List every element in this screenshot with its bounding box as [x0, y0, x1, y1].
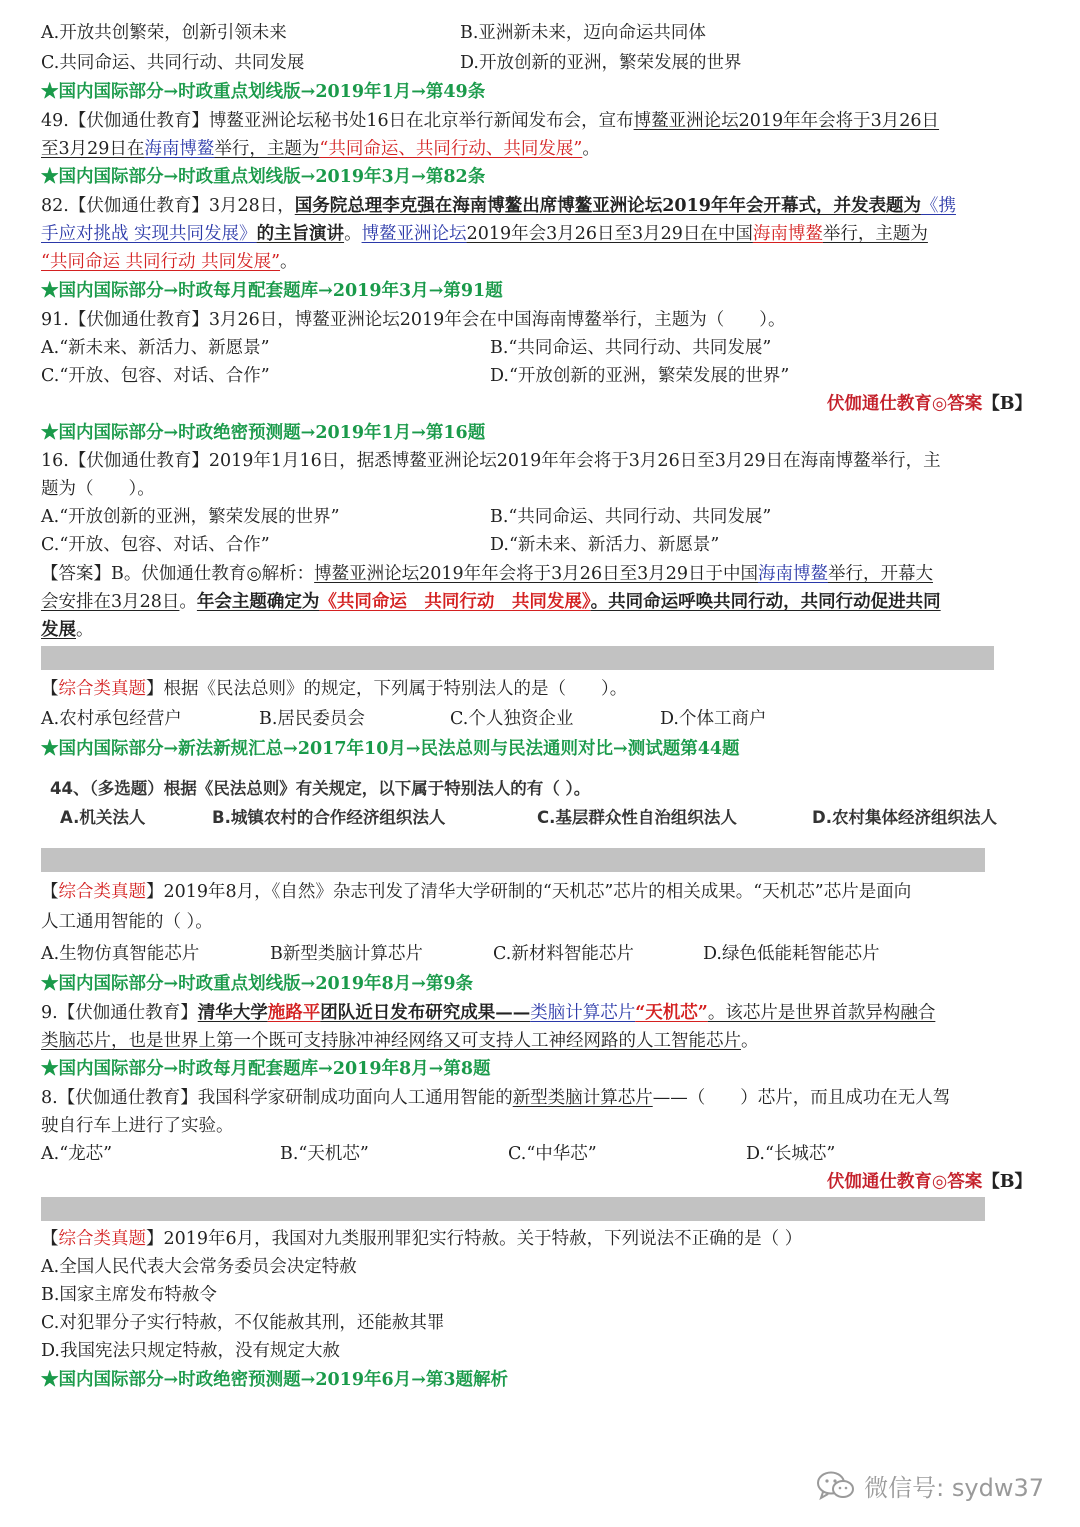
- option-a: A.生物仿真智能芯片: [41, 944, 200, 964]
- underlined-text: 至3月29日在: [41, 139, 145, 159]
- option-d: D.我国宪法只规定特赦，没有规定大赦: [41, 1341, 340, 1361]
- location-text: 海南博鳌: [752, 224, 823, 244]
- answer-text: 伏伽通仕教育◎答案: [826, 1172, 983, 1192]
- question-amnesty: 【综合类真题】2019年6月，我国对九类服刑罪犯实行特赦。关于特赦，下列说法不正确的是（ ）: [41, 1229, 803, 1249]
- question-49-line2: [41, 138, 600, 160]
- answer-text: 伏伽通仕教育◎答案: [826, 394, 983, 414]
- question-49-line1: [41, 110, 939, 132]
- source-line: ★国内国际部分→时政重点划线版→2019年1月→第49条: [41, 82, 486, 102]
- question-16-line1: 16.【伏伽通仕教育】2019年1月16日，据悉博鳌亚洲论坛2019年年会将于3月26日至3月29日在海南博鳌举行，主: [41, 451, 941, 471]
- question-minfa: 【综合类真题】根据《民法总则》的规定，下列属于特别法人的是（ ）。: [41, 679, 628, 699]
- option-b: B.居民委员会: [259, 709, 365, 729]
- answer-value: 【B】: [982, 394, 1032, 414]
- wechat-watermark: [816, 1468, 1044, 1503]
- theme-text: “共同命运、共同行动、共同发展”: [319, 139, 583, 159]
- option-b: B.“天机芯”: [280, 1144, 369, 1164]
- watermark-text: 微信号: sydw37: [864, 1474, 1044, 1502]
- question-chip-line1: 【综合类真题】2019年8月，《自然》杂志刊发了清华大学研制的“天机芯”芯片的相关成果。“天机芯”芯片是面向: [41, 882, 912, 902]
- question-8-line2: 驶自行车上进行了实验。: [41, 1116, 234, 1136]
- question-82-line2: [41, 223, 928, 245]
- text: 。: [179, 592, 197, 612]
- option-d: D.农村集体经济组织法人: [812, 808, 997, 827]
- underlined-text: 。该芯片是世界首款异构融合: [707, 1003, 936, 1023]
- option-b: B.“共同命运、共同行动、共同发展”: [490, 338, 772, 358]
- option-a: A.“开放创新的亚洲，繁荣发展的世界”: [41, 507, 340, 527]
- section-divider: [41, 646, 994, 670]
- question-82-line3: [41, 251, 298, 273]
- option-d: D.“新未来、新活力、新愿景”: [490, 535, 720, 555]
- theme-text: “共同命运 共同行动 共同发展”: [41, 252, 281, 272]
- answer-16-line2: [41, 591, 941, 613]
- option-a: A.“龙芯”: [41, 1144, 113, 1164]
- underlined-text: 团队近日发布研究成果——: [320, 1003, 531, 1023]
- speech-title: 《携: [920, 196, 956, 216]
- text: 9.【伏伽通仕教育】: [41, 1003, 198, 1023]
- question-16-line2: 题为（ ）。: [41, 479, 155, 499]
- option-c: C.共同命运、共同行动、共同发展: [41, 53, 305, 73]
- option-d: D.“开放创新的亚洲，繁荣发展的世界”: [490, 366, 790, 386]
- source-line: ★国内国际部分→时政每月配套题库→2019年3月→第91题: [41, 281, 503, 301]
- underlined-text: 新型类脑计算芯片: [512, 1088, 653, 1108]
- underlined-text: 年会主题确定为: [196, 592, 320, 612]
- option-a: A.“新未来、新活力、新愿景”: [41, 338, 270, 358]
- option-d: D.“长城芯”: [746, 1144, 836, 1164]
- question-8-line1: [41, 1087, 950, 1109]
- section-divider: [41, 848, 985, 872]
- source-line: ★国内国际部分→新法新规汇总→2017年10月→民法总则与民法通则对比→测试题第44题: [41, 739, 740, 759]
- question-tag: 综合类真题: [58, 1229, 146, 1249]
- text: 8.【伏伽通仕教育】我国科学家研制成功面向人工通用智能的: [41, 1088, 513, 1108]
- underlined-text: 会安排在3月28日: [41, 592, 180, 612]
- underlined-text: 2019年会3月26日至3月29日在中国: [466, 224, 753, 244]
- source-line: ★国内国际部分→时政重点划线版→2019年8月→第9条: [41, 974, 474, 994]
- text: 82.【伏伽通仕教育】3月28日，: [41, 196, 295, 216]
- underlined-text: 举行，主题为: [214, 139, 320, 159]
- question-text: 2019年8月，《自然》杂志刊发了清华大学研制的“天机芯”芯片的相关成果。“天机芯”芯片是面向: [163, 882, 912, 902]
- answer-label: [827, 1171, 1032, 1193]
- question-chip-line2: 人工通用智能的（ ）。: [41, 912, 213, 932]
- text: 。: [344, 224, 362, 244]
- option-a: A.农村承包经营户: [41, 709, 182, 729]
- text: 【答案】B。伏伽通仕教育◎解析：: [41, 564, 315, 584]
- text: 。: [741, 1031, 759, 1051]
- source-line: ★国内国际部分→时政重点划线版→2019年3月→第82条: [41, 167, 486, 187]
- option-c: C.“开放、包容、对话、合作”: [41, 535, 270, 555]
- theme-text: 《共同命运 共同行动 共同发展》: [319, 592, 591, 612]
- option-b: B.“共同命运、共同行动、共同发展”: [490, 507, 772, 527]
- question-44: 44、（多选题）根据《民法总则》有关规定，以下属于特别法人的有（ ）。: [50, 779, 591, 798]
- option-c: C.对犯罪分子实行特赦，不仅能赦其刑，还能赦其罪: [41, 1313, 445, 1333]
- location-text: 海南博鳌: [757, 564, 828, 584]
- question-text: 根据《民法总则》的规定，下列属于特别法人的是（ ）。: [163, 679, 628, 699]
- source-line: ★国内国际部分→时政每月配套题库→2019年8月→第8题: [41, 1059, 491, 1079]
- option-d: D.绿色低能耗智能芯片: [703, 944, 880, 964]
- option-b: B.亚洲新未来，迈向命运共同体: [460, 23, 706, 43]
- underlined-text: 博鳌亚洲论坛2019年年会将于3月26日至3月29日于中国: [314, 564, 758, 584]
- answer-16-line3: [41, 619, 94, 641]
- answer-label: [827, 393, 1032, 415]
- answer-value: 【B】: [982, 1172, 1032, 1192]
- option-a: A.机关法人: [60, 808, 146, 827]
- wechat-icon: [816, 1470, 856, 1502]
- chip-name: “天机芯”: [635, 1003, 708, 1023]
- option-a: A.开放共创繁荣，创新引领未来: [41, 23, 287, 43]
- question-9-line1: [41, 1002, 935, 1024]
- source-line: ★国内国际部分→时政绝密预测题→2019年1月→第16题: [41, 423, 486, 443]
- text: ——（ ）芯片，而且成功在无人驾: [652, 1088, 951, 1108]
- underlined-text: 的主旨演讲: [256, 224, 345, 244]
- option-b: B新型类脑计算芯片: [270, 944, 423, 964]
- option-c: C.新材料智能芯片: [493, 944, 634, 964]
- question-tag: 综合类真题: [58, 882, 146, 902]
- chip-type: 类脑计算芯片: [530, 1003, 636, 1023]
- question-9-line2: [41, 1030, 759, 1052]
- underlined-text: 发展: [41, 620, 76, 640]
- option-c: C.“开放、包容、对话、合作”: [41, 366, 270, 386]
- option-c: C.基层群众性自治组织法人: [537, 808, 737, 827]
- underlined-text: 博鳌亚洲论坛2019年年会将于3月26日: [633, 111, 940, 131]
- text: 。: [280, 252, 298, 272]
- text: 。: [76, 620, 94, 640]
- question-tag: 综合类真题: [58, 679, 146, 699]
- underlined-text: 类脑芯片，也是世界上第一个既可支持脉冲神经网络又可支持人工神经网路的人工智能芯片: [41, 1031, 741, 1051]
- question-text: 2019年6月，我国对九类服刑罪犯实行特赦。关于特赦，下列说法不正确的是（ ）: [163, 1229, 803, 1249]
- option-c: C.“中华芯”: [508, 1144, 597, 1164]
- location-text: 海南博鳌: [144, 139, 215, 159]
- person-name: 施路平: [267, 1003, 321, 1023]
- option-b: B.国家主席发布特赦令: [41, 1285, 217, 1305]
- underlined-text: 清华大学: [197, 1003, 268, 1023]
- underlined-text: 国务院总理李克强在海南博鳌出席博鳌亚洲论坛2019年年会开幕式，并发表题为: [294, 196, 921, 216]
- question-82-line1: [41, 195, 956, 217]
- section-divider: [41, 1197, 985, 1221]
- option-a: A.全国人民代表大会常务委员会决定特赦: [41, 1257, 357, 1277]
- text: 49.【伏伽通仕教育】博鳌亚洲论坛秘书处16日在北京举行新闻发布会，宣布: [41, 111, 634, 131]
- question-91: 91.【伏伽通仕教育】3月26日，博鳌亚洲论坛2019年会在中国海南博鳌举行，主题为（ ）。: [41, 310, 786, 330]
- forum-name: 博鳌亚洲论坛: [361, 224, 467, 244]
- answer-16-line1: [41, 563, 933, 585]
- option-b: B.城镇农村的合作经济组织法人: [212, 808, 446, 827]
- underlined-text: 。共同命运呼唤共同行动，共同行动促进共同: [590, 592, 941, 612]
- speech-title: 手应对挑战 实现共同发展》: [41, 224, 257, 244]
- underlined-text: 举行，开幕大: [827, 564, 933, 584]
- option-d: D.个体工商户: [660, 709, 767, 729]
- underlined-text: 举行，主题为: [822, 224, 928, 244]
- option-d: D.开放创新的亚洲，繁荣发展的世界: [460, 53, 742, 73]
- text: 。: [582, 139, 600, 159]
- option-c: C.个人独资企业: [450, 709, 574, 729]
- source-line: ★国内国际部分→时政绝密预测题→2019年6月→第3题解析: [41, 1370, 509, 1390]
